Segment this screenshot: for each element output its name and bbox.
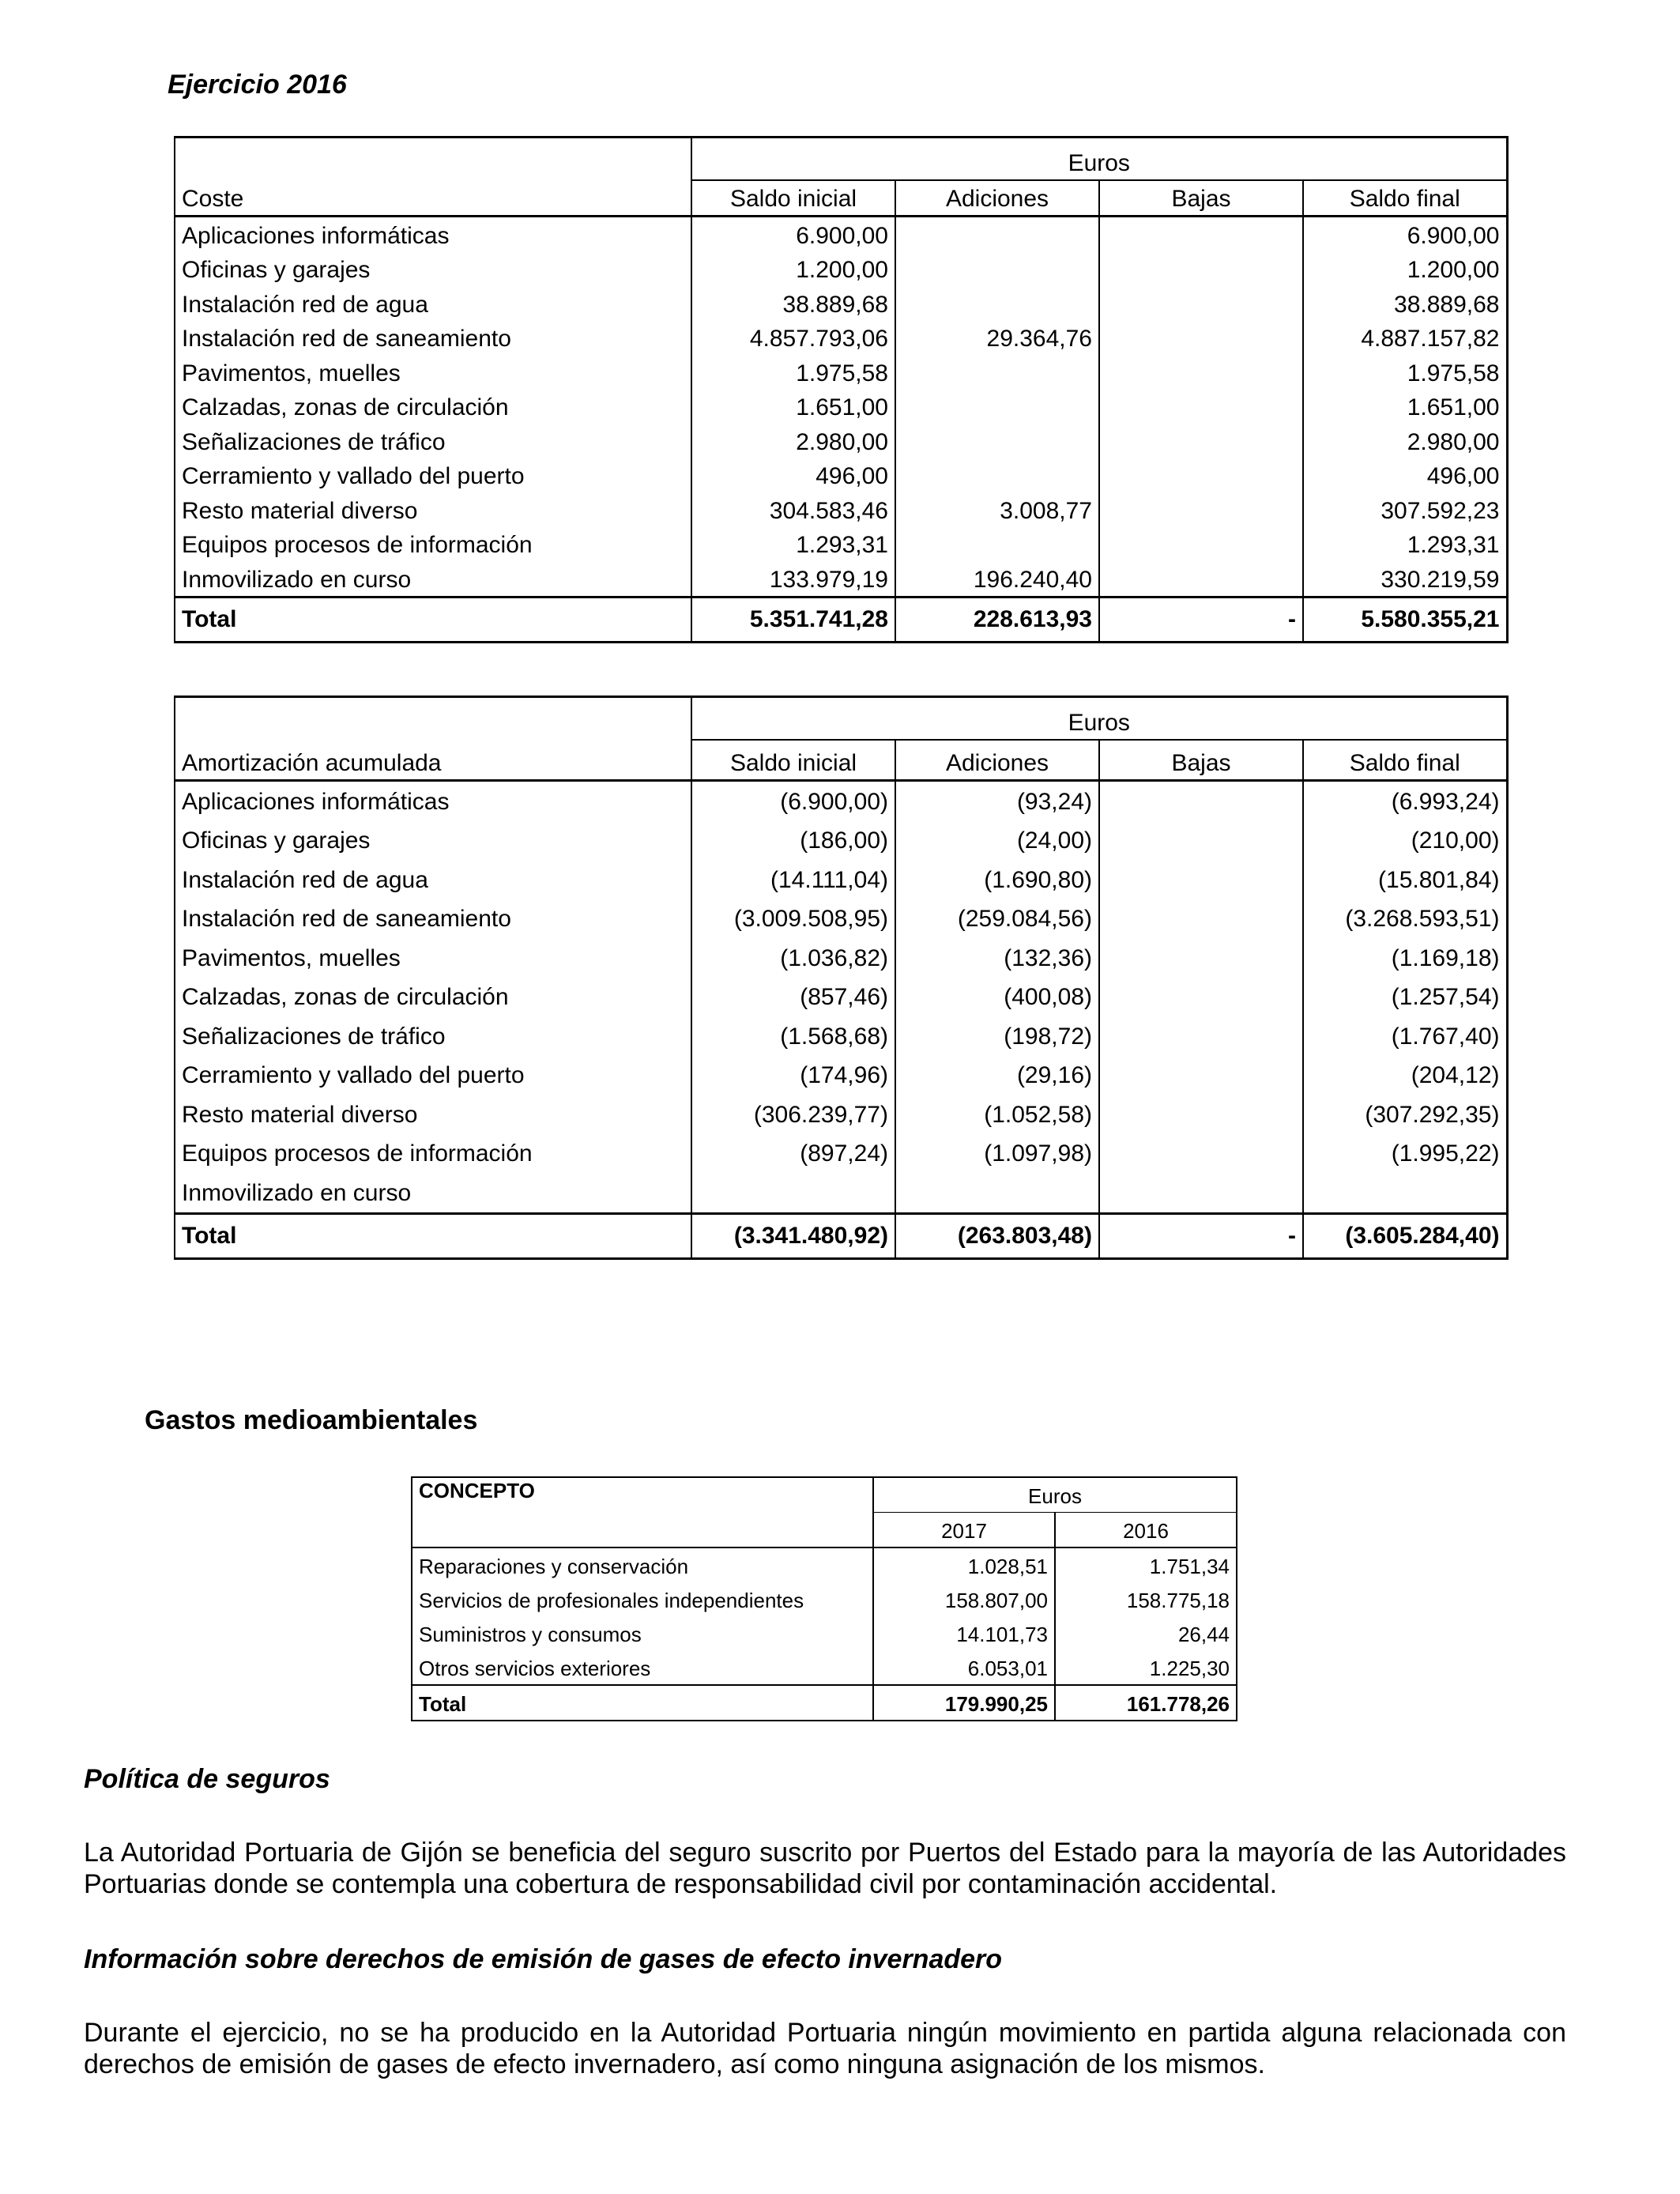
cell-bajas	[1099, 821, 1303, 861]
header-row-columns	[175, 740, 1507, 781]
column-header: Bajas	[1099, 180, 1303, 217]
cell-bajas	[1099, 1173, 1303, 1213]
row-label: Inmovilizado en curso	[175, 561, 691, 597]
table-row	[175, 355, 1507, 390]
column-header: Adiciones	[895, 740, 1099, 781]
cell-bajas	[1099, 424, 1303, 458]
cell-2016: 1.225,30	[1055, 1650, 1237, 1685]
column-header: Saldo final	[1303, 180, 1507, 217]
cell-saldo-final: 496,00	[1303, 458, 1507, 493]
table-row	[175, 1016, 1507, 1056]
cell-saldo-final: (6.993,24)	[1303, 781, 1507, 821]
table-row	[175, 217, 1507, 252]
cell-bajas	[1099, 390, 1303, 424]
cell-saldo-inicial: (897,24)	[691, 1134, 895, 1174]
cell-adiciones: (132,36)	[895, 938, 1099, 978]
cell-saldo-inicial: 4.857.793,06	[691, 321, 895, 356]
cell-adiciones	[895, 355, 1099, 390]
cell-saldo-final: 1.200,00	[1303, 252, 1507, 287]
total-label: Total	[175, 597, 691, 642]
first-column-header: Amortización acumulada	[175, 740, 691, 781]
table-row	[175, 899, 1507, 939]
cell-adiciones: (93,24)	[895, 781, 1099, 821]
table-row	[175, 1095, 1507, 1134]
section-heading-info: Información sobre derechos de emisión de gases de efecto invernadero	[84, 1944, 1003, 1974]
total-label: Total	[412, 1685, 873, 1721]
paragraph-politica: La Autoridad Portuaria de Gijón se beneficia del seguro suscrito por Puertos del Estado para la mayoría de las Autoridades Portuarias donde se contempla una cobertura de responsabilidad civil por contaminación accidental.	[84, 1838, 1566, 1899]
cell-saldo-inicial: (174,96)	[691, 1056, 895, 1095]
cost-table	[174, 136, 1509, 643]
total-saldo-final: (3.605.284,40)	[1303, 1213, 1507, 1258]
cell-bajas	[1099, 492, 1303, 527]
table-row	[175, 821, 1507, 861]
row-label: Otros servicios exteriores	[412, 1650, 873, 1685]
cell-2017: 1.028,51	[873, 1547, 1055, 1582]
total-2017: 179.990,25	[873, 1685, 1055, 1721]
cell-saldo-inicial: (3.009.508,95)	[691, 899, 895, 939]
cell-adiciones: (1.052,58)	[895, 1095, 1099, 1134]
total-bajas: -	[1099, 1213, 1303, 1258]
row-label: Resto material diverso	[175, 1095, 691, 1134]
table-row	[175, 938, 1507, 978]
table-row	[175, 1134, 1507, 1174]
euros-header: Euros	[691, 697, 1507, 741]
header-empty-cell	[175, 138, 691, 181]
cell-saldo-final	[1303, 1173, 1507, 1213]
cell-2016: 26,44	[1055, 1616, 1237, 1650]
cell-saldo-final: 330.219,59	[1303, 561, 1507, 597]
cell-adiciones: (1.097,98)	[895, 1134, 1099, 1174]
cell-saldo-inicial: 1.651,00	[691, 390, 895, 424]
cell-saldo-final: 2.980,00	[1303, 424, 1507, 458]
row-label: Pavimentos, muelles	[175, 355, 691, 390]
amortization-table	[174, 696, 1509, 1260]
table-row	[175, 321, 1507, 356]
cell-saldo-inicial: 38.889,68	[691, 286, 895, 321]
cell-bajas	[1099, 978, 1303, 1017]
total-label: Total	[175, 1213, 691, 1258]
row-label: Oficinas y garajes	[175, 821, 691, 861]
row-label: Calzadas, zonas de circulación	[175, 390, 691, 424]
cell-2017: 6.053,01	[873, 1650, 1055, 1685]
cell-bajas	[1099, 527, 1303, 562]
cell-saldo-inicial: (14.111,04)	[691, 860, 895, 899]
row-label: Instalación red de agua	[175, 286, 691, 321]
cell-adiciones	[895, 252, 1099, 287]
cell-saldo-final: 1.293,31	[1303, 527, 1507, 562]
cell-saldo-inicial: (306.239,77)	[691, 1095, 895, 1134]
cell-adiciones	[895, 1173, 1099, 1213]
column-header: Saldo final	[1303, 740, 1507, 781]
cell-saldo-final: (15.801,84)	[1303, 860, 1507, 899]
total-row	[412, 1685, 1237, 1721]
concepto-header: CONCEPTO	[412, 1477, 873, 1547]
row-label: Aplicaciones informáticas	[175, 781, 691, 821]
cell-saldo-inicial: 496,00	[691, 458, 895, 493]
cell-2016: 158.775,18	[1055, 1582, 1237, 1616]
first-column-header: Coste	[175, 180, 691, 217]
cell-bajas	[1099, 355, 1303, 390]
table-row	[412, 1616, 1237, 1650]
cell-saldo-inicial: (857,46)	[691, 978, 895, 1017]
table-row	[175, 1056, 1507, 1095]
cell-saldo-final: (204,12)	[1303, 1056, 1507, 1095]
table-row	[175, 1173, 1507, 1213]
cell-saldo-inicial	[691, 1173, 895, 1213]
table-row	[175, 492, 1507, 527]
table-row	[175, 286, 1507, 321]
row-label: Cerramiento y vallado del puerto	[175, 458, 691, 493]
cell-2017: 14.101,73	[873, 1616, 1055, 1650]
row-label: Reparaciones y conservación	[412, 1547, 873, 1582]
cell-saldo-final: (1.169,18)	[1303, 938, 1507, 978]
row-label: Equipos procesos de información	[175, 1134, 691, 1174]
table-row	[412, 1582, 1237, 1616]
cell-adiciones	[895, 217, 1099, 252]
cell-adiciones	[895, 527, 1099, 562]
total-saldo-inicial: 5.351.741,28	[691, 597, 895, 642]
cell-bajas	[1099, 217, 1303, 252]
cell-bajas	[1099, 286, 1303, 321]
total-bajas: -	[1099, 597, 1303, 642]
cell-saldo-final: (1.767,40)	[1303, 1016, 1507, 1056]
header-row-euros	[175, 138, 1507, 181]
table-row	[175, 458, 1507, 493]
cell-bajas	[1099, 1016, 1303, 1056]
header-empty-cell	[175, 697, 691, 741]
row-label: Señalizaciones de tráfico	[175, 1016, 691, 1056]
table-row	[175, 781, 1507, 821]
column-header: Saldo inicial	[691, 180, 895, 217]
cell-adiciones: (24,00)	[895, 821, 1099, 861]
header-row-euros	[412, 1477, 1237, 1513]
row-label: Instalación red de saneamiento	[175, 321, 691, 356]
cell-saldo-final: (1.257,54)	[1303, 978, 1507, 1017]
cell-saldo-inicial: 6.900,00	[691, 217, 895, 252]
year-header: 2017	[873, 1513, 1055, 1548]
cell-adiciones: (1.690,80)	[895, 860, 1099, 899]
cell-bajas	[1099, 1056, 1303, 1095]
row-label: Señalizaciones de tráfico	[175, 424, 691, 458]
table-row	[175, 978, 1507, 1017]
table-row	[175, 561, 1507, 597]
cell-adiciones	[895, 424, 1099, 458]
cell-saldo-final: (210,00)	[1303, 821, 1507, 861]
table-row	[175, 860, 1507, 899]
table-row	[175, 252, 1507, 287]
column-header: Saldo inicial	[691, 740, 895, 781]
total-2016: 161.778,26	[1055, 1685, 1237, 1721]
cell-saldo-inicial: (1.568,68)	[691, 1016, 895, 1056]
cell-saldo-inicial: 1.975,58	[691, 355, 895, 390]
cell-bajas	[1099, 321, 1303, 356]
year-header: 2016	[1055, 1513, 1237, 1548]
cell-saldo-final: 1.975,58	[1303, 355, 1507, 390]
cell-adiciones: (259.084,56)	[895, 899, 1099, 939]
total-saldo-inicial: (3.341.480,92)	[691, 1213, 895, 1258]
cell-bajas	[1099, 1095, 1303, 1134]
total-adiciones: (263.803,48)	[895, 1213, 1099, 1258]
cell-saldo-inicial: (6.900,00)	[691, 781, 895, 821]
row-label: Pavimentos, muelles	[175, 938, 691, 978]
cell-adiciones: (198,72)	[895, 1016, 1099, 1056]
row-label: Cerramiento y vallado del puerto	[175, 1056, 691, 1095]
row-label: Equipos procesos de información	[175, 527, 691, 562]
section-heading-politica: Política de seguros	[84, 1764, 330, 1794]
table-row	[175, 527, 1507, 562]
row-label: Inmovilizado en curso	[175, 1173, 691, 1213]
table-row	[412, 1650, 1237, 1685]
row-label: Instalación red de agua	[175, 860, 691, 899]
cell-2016: 1.751,34	[1055, 1547, 1237, 1582]
row-label: Suministros y consumos	[412, 1616, 873, 1650]
cell-bajas	[1099, 1134, 1303, 1174]
column-header: Bajas	[1099, 740, 1303, 781]
row-label: Oficinas y garajes	[175, 252, 691, 287]
row-label: Instalación red de saneamiento	[175, 899, 691, 939]
cell-bajas	[1099, 781, 1303, 821]
row-label: Aplicaciones informáticas	[175, 217, 691, 252]
cell-2017: 158.807,00	[873, 1582, 1055, 1616]
row-label: Servicios de profesionales independientes	[412, 1582, 873, 1616]
total-row	[175, 1213, 1507, 1258]
table-row	[175, 390, 1507, 424]
cell-bajas	[1099, 561, 1303, 597]
cell-saldo-final: 1.651,00	[1303, 390, 1507, 424]
cell-adiciones: (29,16)	[895, 1056, 1099, 1095]
cell-bajas	[1099, 252, 1303, 287]
cell-saldo-inicial: 1.293,31	[691, 527, 895, 562]
cell-adiciones: (400,08)	[895, 978, 1099, 1017]
total-row	[175, 597, 1507, 642]
cell-saldo-final: (307.292,35)	[1303, 1095, 1507, 1134]
cell-saldo-inicial: 133.979,19	[691, 561, 895, 597]
cell-adiciones	[895, 390, 1099, 424]
cell-saldo-inicial: 2.980,00	[691, 424, 895, 458]
cell-bajas	[1099, 458, 1303, 493]
row-label: Calzadas, zonas de circulación	[175, 978, 691, 1017]
section-heading-gastos: Gastos medioambientales	[145, 1405, 478, 1435]
cell-saldo-final: (3.268.593,51)	[1303, 899, 1507, 939]
cell-bajas	[1099, 899, 1303, 939]
euros-header: Euros	[691, 138, 1507, 181]
paragraph-info: Durante el ejercicio, no se ha producido en la Autoridad Portuaria ningún movimiento en partida alguna relacionada con derechos de emisión de gases de efecto invernadero, así como ninguna asignación de los mismos.	[84, 2018, 1566, 2079]
cell-saldo-final: 6.900,00	[1303, 217, 1507, 252]
cell-saldo-inicial: (1.036,82)	[691, 938, 895, 978]
cell-bajas	[1099, 860, 1303, 899]
environmental-expenses-table	[411, 1476, 1237, 1721]
table-row	[412, 1547, 1237, 1582]
cell-saldo-inicial: (186,00)	[691, 821, 895, 861]
cell-adiciones	[895, 458, 1099, 493]
cell-saldo-final: 38.889,68	[1303, 286, 1507, 321]
total-adiciones: 228.613,93	[895, 597, 1099, 642]
cell-saldo-final: (1.995,22)	[1303, 1134, 1507, 1174]
euros-header: Euros	[873, 1477, 1237, 1513]
table-row	[175, 424, 1507, 458]
cell-saldo-inicial: 304.583,46	[691, 492, 895, 527]
column-header: Adiciones	[895, 180, 1099, 217]
cell-adiciones: 196.240,40	[895, 561, 1099, 597]
header-row-euros	[175, 697, 1507, 741]
row-label: Resto material diverso	[175, 492, 691, 527]
cell-adiciones	[895, 286, 1099, 321]
total-saldo-final: 5.580.355,21	[1303, 597, 1507, 642]
cell-saldo-inicial: 1.200,00	[691, 252, 895, 287]
cell-saldo-final: 4.887.157,82	[1303, 321, 1507, 356]
header-row-columns	[175, 180, 1507, 217]
cell-adiciones: 29.364,76	[895, 321, 1099, 356]
section-heading-ejercicio: Ejercicio 2016	[168, 70, 347, 100]
cell-bajas	[1099, 938, 1303, 978]
cell-adiciones: 3.008,77	[895, 492, 1099, 527]
cell-saldo-final: 307.592,23	[1303, 492, 1507, 527]
